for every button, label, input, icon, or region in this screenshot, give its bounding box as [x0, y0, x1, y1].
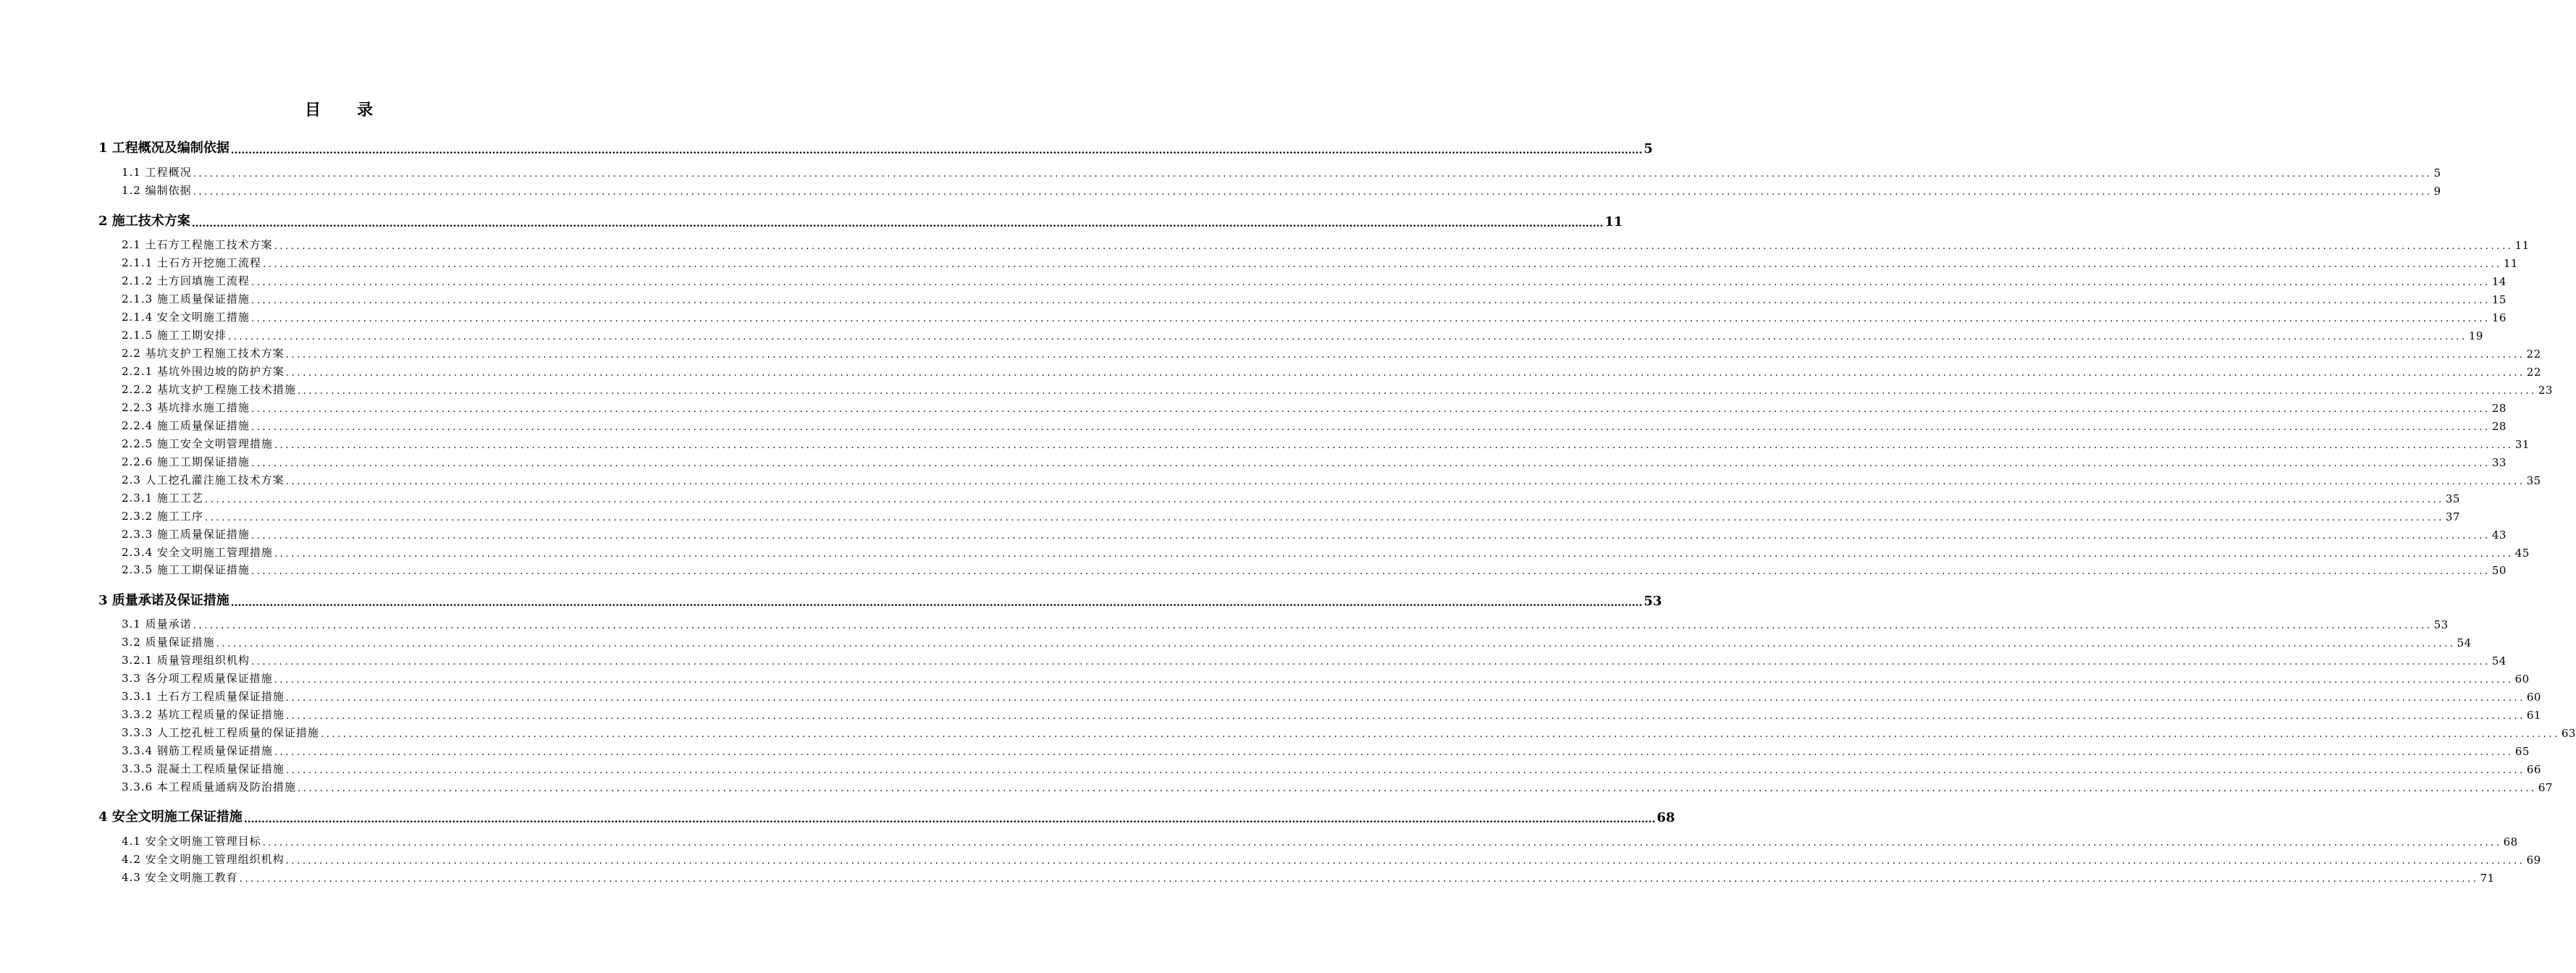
toc-entry-label: 2.1.3 施工质量保证措施 — [122, 292, 250, 306]
toc-section-entry — [122, 526, 2506, 542]
toc-page-number: 53 — [1643, 594, 1662, 609]
toc-leader-dots: ................................................................................................................................................................................................................................................................................................................................................................................................................ — [251, 422, 2491, 433]
toc-page-number: 35 — [2445, 492, 2460, 505]
toc-section-entry — [122, 833, 2518, 848]
toc-section-entry — [122, 688, 2541, 704]
toc-leader-dots: ................................................................................................................................................................................................................................................................................................................................................................................................................ — [204, 494, 2444, 505]
toc-section-entry — [122, 290, 2506, 306]
toc-page-number: 68 — [2503, 835, 2518, 848]
toc-leader-dots: ................................................................................................................................................................................................................................................................................................................................................................................................................ — [251, 295, 2491, 306]
toc-section-entry — [122, 471, 2541, 487]
toc-leader-dots: ................................................................................................................................................................................................................................................................................................................................................................................................................ — [320, 729, 2560, 740]
toc-section-entry — [122, 778, 2553, 794]
toc-entry-label: 1.1 工程概况 — [122, 166, 192, 179]
toc-section-entry — [122, 164, 2441, 180]
toc-page-number: 60 — [2514, 673, 2530, 686]
toc-page-number: 61 — [2526, 709, 2541, 722]
toc-section-entry — [122, 453, 2506, 469]
toc-leader-dots: ................................................................................................................................................................................................................................................................................................................................................................................................................ — [285, 368, 2525, 379]
toc-section-entry — [122, 706, 2541, 722]
toc-page-number: 50 — [2491, 564, 2506, 577]
toc-page-number: 15 — [2491, 293, 2506, 306]
toc-leader-dots: ................................................................................................................................................................................................................................................................................................................................................................................................................ — [251, 277, 2491, 288]
toc-leader-dots: ................................................................................................................................................................................................................................................................................................................................................................................................................ — [193, 620, 2433, 631]
toc-entry-label: 2.1 土石方工程施工技术方案 — [122, 238, 273, 251]
toc-entry-label: 3.2.1 质量管理组织机构 — [122, 654, 250, 667]
toc-leader-dots: ................................................................................................................................................................................................................................................................................................................................................................................................................ — [285, 350, 2525, 361]
toc-entry-label: 4.1 安全文明施工管理目标 — [122, 835, 261, 848]
toc-leader-dots: ................................................................................................................................................................................................................................................................................................................................................................................................................ — [262, 838, 2502, 848]
toc-leader-dots: ................................................................................................................................................................................................................................................................................................................................................................................................................ — [251, 531, 2491, 542]
toc-entry-label: 3.3.1 土石方工程质量保证措施 — [122, 690, 285, 703]
toc-page-number: 22 — [2526, 348, 2541, 361]
toc-entry-label: 2.3.4 安全文明施工管理措施 — [122, 546, 273, 559]
toc-page-number: 5 — [2433, 167, 2441, 180]
toc-page-number: 67 — [2538, 781, 2553, 794]
toc-page-number: 71 — [2480, 872, 2495, 885]
toc-page-number: 54 — [2457, 636, 2472, 649]
toc-entry-label: 3.3.3 人工挖孔桩工程质量的保证措施 — [122, 726, 319, 739]
toc-entry-label: 2.2.6 施工工期保证措施 — [122, 455, 250, 468]
toc-entry-label: 2.2.5 施工安全文明管理措施 — [122, 437, 273, 450]
toc-leader-dots: ................................................................................................................................................................................................................................................................................................................................................................................................................ — [285, 856, 2525, 867]
toc-section-entry — [122, 742, 2530, 758]
toc-page-number: 60 — [2526, 691, 2541, 704]
toc-entry-label: 3.3.5 混凝土工程质量保证措施 — [122, 762, 285, 775]
toc-leader-dots: ................................................................................................................................................................................................................................................................................................................................................................................................................ — [193, 169, 2433, 180]
toc-leader-dots: ................................................................................................................................................................................................................................................................................................................................................................................................................ — [216, 639, 2456, 649]
toc-page-number: 68 — [1657, 810, 1675, 825]
toc-section-entry — [122, 489, 2460, 505]
toc-section-entry — [122, 363, 2541, 379]
toc-section-entry — [122, 345, 2541, 361]
toc-chapter-entry — [98, 805, 1675, 825]
toc-section-entry — [122, 652, 2506, 667]
toc-entry-label: 3.3.4 钢筋工程质量保证措施 — [122, 744, 273, 757]
toc-page-number: 22 — [2526, 366, 2541, 379]
toc-entry-label: 2.2.2 基坑支护工程施工技术措施 — [122, 383, 296, 396]
toc-section-entry — [122, 670, 2530, 686]
toc-leader-dots: ................................................................................................................................................................................................................................................................................................................................................................................................................ — [262, 259, 2502, 270]
toc-leader-dots: ................................................................................................................................................................................................................................................................................................................................................................................................................ — [297, 783, 2537, 794]
toc-entry-label: 2.1.5 施工工期安排 — [122, 329, 227, 342]
toc-page-number: 16 — [2491, 311, 2506, 324]
toc-leader-dots: ................................................................................................................................................................................................................................................................................................................................................................................................................ — [285, 476, 2525, 487]
toc-leader-dots: ................................................................................................................................................................................................................................................................................................................................................................................................................ — [230, 145, 1643, 156]
toc-entry-label: 3.1 质量承诺 — [122, 618, 192, 631]
toc-entry-label: 3.2 质量保证措施 — [122, 636, 215, 649]
toc-entry-label: 2.1.4 安全文明施工措施 — [122, 311, 250, 324]
toc-entry-label: 1.2 编制依据 — [122, 184, 192, 197]
toc-section-entry — [122, 308, 2506, 324]
toc-section-entry — [122, 272, 2506, 288]
toc-leader-dots: ................................................................................................................................................................................................................................................................................................................................................................................................................ — [274, 675, 2514, 686]
toc-section-entry — [122, 869, 2495, 885]
toc-entry-label: 2 施工技术方案 — [98, 214, 190, 229]
toc-page-number: 28 — [2491, 420, 2506, 433]
toc-page-number: 37 — [2445, 510, 2460, 523]
toc-page-number: 9 — [2433, 185, 2441, 198]
toc-page-number: 33 — [2491, 456, 2506, 469]
toc-page-number: 11 — [2503, 257, 2518, 270]
toc-page-number: 23 — [2538, 384, 2553, 397]
toc-leader-dots: ................................................................................................................................................................................................................................................................................................................................................................................................................ — [285, 693, 2525, 704]
toc-page-number: 54 — [2491, 654, 2506, 667]
toc-page-number: 11 — [1604, 214, 1623, 229]
toc-entry-label: 2.2.1 基坑外围边坡的防护方案 — [122, 365, 285, 378]
toc-page-number: 28 — [2491, 402, 2506, 415]
toc-section-entry — [122, 381, 2553, 397]
toc-leader-dots: ................................................................................................................................................................................................................................................................................................................................................................................................................ — [251, 313, 2491, 324]
toc-entry-label: 3.3 各分项工程质量保证措施 — [122, 672, 273, 685]
toc-entry-label: 2.3.3 施工质量保证措施 — [122, 528, 250, 541]
toc-section-entry — [122, 507, 2460, 523]
toc-leader-dots: ................................................................................................................................................................................................................................................................................................................................................................................................................ — [274, 440, 2514, 451]
toc-leader-dots: ................................................................................................................................................................................................................................................................................................................................................................................................................ — [274, 241, 2514, 252]
toc-leader-dots: ................................................................................................................................................................................................................................................................................................................................................................................................................ — [251, 404, 2491, 415]
toc-page-number: 65 — [2514, 745, 2530, 758]
toc-leader-dots: ................................................................................................................................................................................................................................................................................................................................................................................................................ — [285, 765, 2525, 776]
toc-leader-dots: ................................................................................................................................................................................................................................................................................................................................................................................................................ — [274, 549, 2514, 560]
toc-page-number: 5 — [1643, 141, 1653, 156]
toc-page-number: 63 — [2561, 727, 2576, 740]
toc-entry-label: 3.3.6 本工程质量通病及防治措施 — [122, 780, 296, 793]
toc-section-entry — [122, 851, 2541, 867]
toc-section-entry — [122, 236, 2530, 252]
toc-entry-label: 2.3.5 施工工期保证措施 — [122, 563, 250, 576]
toc-page-number: 43 — [2491, 528, 2506, 542]
toc-chapter-entry — [98, 209, 1623, 229]
toc-leader-dots: ................................................................................................................................................................................................................................................................................................................................................................................................................ — [274, 747, 2514, 758]
toc-entry-label: 2.2 基坑支护工程施工技术方案 — [122, 347, 285, 360]
toc-section-entry — [122, 254, 2518, 270]
toc-entry-label: 4 安全文明施工保证措施 — [98, 809, 243, 825]
toc-leader-dots: ................................................................................................................................................................................................................................................................................................................................................................................................................ — [227, 332, 2467, 342]
toc-leader-dots: ................................................................................................................................................................................................................................................................................................................................................................................................................ — [285, 711, 2525, 722]
toc-page-number: 11 — [2514, 239, 2530, 252]
toc-page-number: 35 — [2526, 474, 2541, 487]
toc-page-number: 19 — [2468, 329, 2483, 342]
toc-section-entry — [122, 760, 2541, 776]
toc-leader-dots: ................................................................................................................................................................................................................................................................................................................................................................................................................ — [251, 458, 2491, 469]
toc-chapter-entry — [98, 136, 1653, 156]
toc-entry-label: 2.3 人工挖孔灌注施工技术方案 — [122, 473, 285, 486]
toc-entry-label: 1 工程概况及编制依据 — [98, 140, 230, 156]
toc-entry-label: 2.1.2 土方回填施工流程 — [122, 274, 250, 287]
toc-section-entry — [122, 417, 2506, 433]
toc-entry-label: 2.2.4 施工质量保证措施 — [122, 419, 250, 432]
toc-section-entry — [122, 435, 2530, 451]
toc-section-entry — [122, 327, 2483, 342]
toc-entry-label: 2.3.1 施工工艺 — [122, 492, 203, 505]
toc-leader-dots: ................................................................................................................................................................................................................................................................................................................................................................................................................ — [251, 566, 2491, 577]
toc-section-entry — [122, 561, 2506, 577]
toc-leader-dots: ................................................................................................................................................................................................................................................................................................................................................................................................................ — [297, 386, 2537, 397]
toc-entry-label: 4.2 安全文明施工管理组织机构 — [122, 853, 285, 866]
toc-section-entry — [122, 724, 2576, 740]
toc-leader-dots: ................................................................................................................................................................................................................................................................................................................................................................................................................ — [191, 218, 1604, 229]
toc-section-entry — [122, 615, 2449, 631]
toc-section-entry — [122, 633, 2472, 649]
toc-entry-label: 4.3 安全文明施工教育 — [122, 871, 238, 884]
toc-section-entry — [122, 182, 2441, 198]
toc-leader-dots: ................................................................................................................................................................................................................................................................................................................................................................................................................ — [204, 513, 2444, 523]
toc-page-number: 53 — [2433, 618, 2449, 631]
toc-leader-dots: ................................................................................................................................................................................................................................................................................................................................................................................................................ — [230, 597, 1643, 609]
toc-chapter-entry — [98, 589, 1662, 609]
toc-title: 目 录 — [304, 101, 383, 119]
toc-section-entry — [122, 399, 2506, 415]
toc-leader-dots: ................................................................................................................................................................................................................................................................................................................................................................................................................ — [193, 187, 2433, 198]
toc-leader-dots: ................................................................................................................................................................................................................................................................................................................................................................................................................ — [243, 814, 1656, 825]
toc-page-number: 69 — [2526, 854, 2541, 867]
toc-page-number: 14 — [2491, 275, 2506, 288]
toc-leader-dots: ................................................................................................................................................................................................................................................................................................................................................................................................................ — [251, 657, 2491, 667]
toc-page-number: 66 — [2526, 763, 2541, 776]
toc-entry-label: 2.1.1 土石方开挖施工流程 — [122, 256, 261, 269]
toc-page-number: 45 — [2514, 547, 2530, 560]
toc-entry-label: 2.3.2 施工工序 — [122, 510, 203, 523]
toc-section-entry — [122, 544, 2530, 560]
toc-leader-dots: ................................................................................................................................................................................................................................................................................................................................................................................................................ — [239, 874, 2479, 885]
toc-entry-label: 3.3.2 基坑工程质量的保证措施 — [122, 708, 285, 721]
toc-entry-label: 2.2.3 基坑排水施工措施 — [122, 401, 250, 414]
toc-page-number: 31 — [2514, 438, 2530, 451]
toc-entry-label: 3 质量承诺及保证措施 — [98, 593, 230, 608]
